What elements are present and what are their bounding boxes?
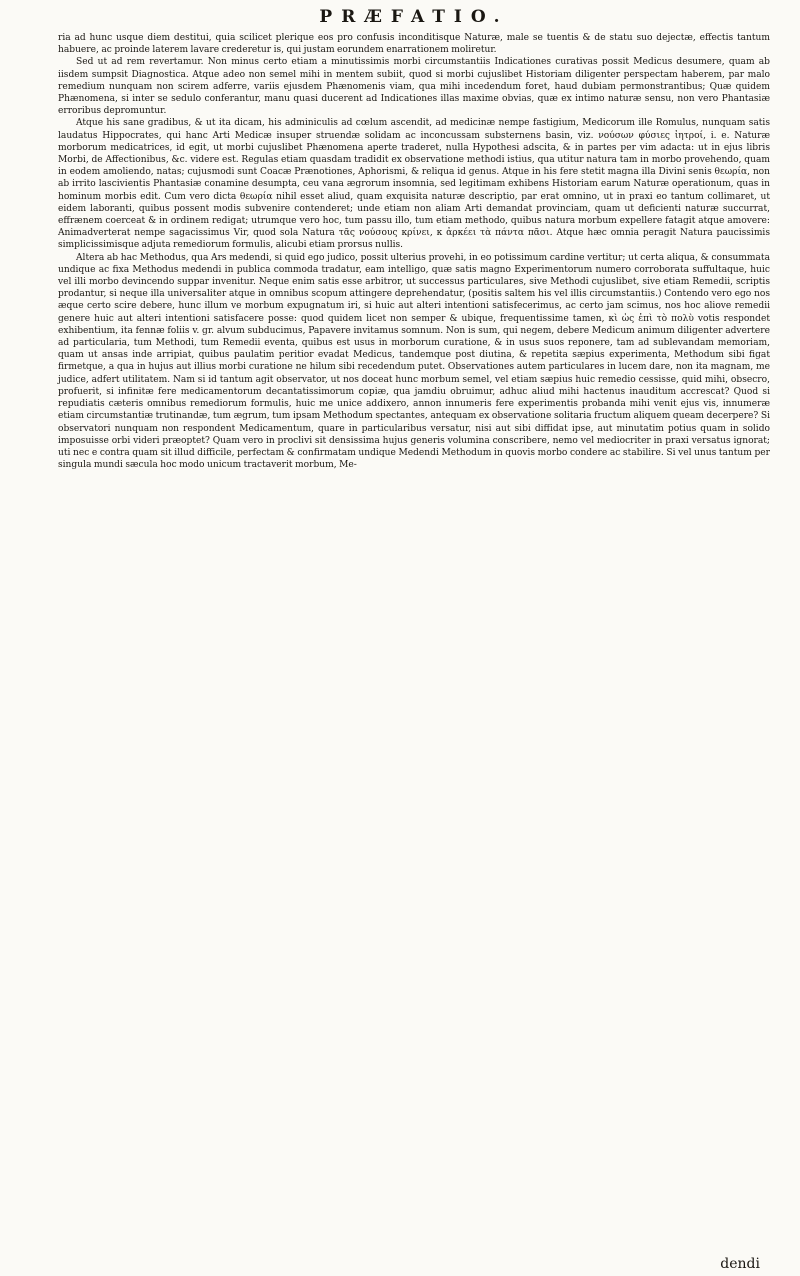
paragraph-4: Altera ab hac Methodus, qua Ars medendi, si quid ego judico, possit ulterius provehi, in eo potissimum cardine vertitur; ut certa aliqua, & consummata undique ac fixa Methodus medendi in publica commoda tradatur, eam intelligo, quæ satis magno Experimentorum numero corroborata suffultaque, huic vel illi morbo devincendo suppar invenitur. Neque enim satis esse arbitror, ut successus particulares, sive Methodi cujuslibet, sive etiam Remedii, scriptis prodantur, si neque illa universaliter atque in omnibus scopum attingere deprehendatur, (positis saltem his vel illis circumstantiis.) Contendo vero ego nos æque certo scire debere, hunc illum ve morbum expugnatum iri, si huic aut alteri intentioni satisfecerimus, ac certo jam scimus, nos hoc aliove remedii genere huic aut alteri intentioni satisfacere posse: quod quidem licet non semper & ubique, frequentissime tamen, κὶ ὡς ἐπὶ τὸ πολὺ votis respondet exhibentium, ita fennæ foliis v. gr. alvum subducimus, Papavere invitamus somnum. Non is sum, qui negem, debere Medicum animum diligenter advertere ad particularia, tum Methodi, tum Remedii eventa, quibus est usus in morborum curatione, & in usus suos reponere, tam ad sublevandam memoriam, quam ut ansas inde arripiat, quibus paulatim peritior evadat Medicus, tandemque post diutina, & repetita sæpius experimenta, Methodum sibi figat firmetque, a qua in hujus aut illius morbi curatione ne hilum sibi recedendum putet. Observationes autem particulares in lucem dare, non ita magnam, me judice, adfert utilitatem. Nam si id tantum agit observator, ut nos doceat hunc morbum semel, vel etiam sæpius huic remedio cessisse, quid mihi, obsecro, profuerit, si infinitæ fere medicamentorum decantatissimorum copiæ, qua jamdiu obruimur, adhuc aliud mihi hactenus inauditum accrescat? Quod si repudiatis cæteris omnibus remediorum formulis, huic me unice addixero, annon innumeris fere experimentis probanda mihi venit ejus vis, innumeræ etiam circumstantiæ trutinandæ, tum ægrum, tum ipsam Methodum spectantes, antequam ex observatione solitaria fructum aliquem queam decerpere? Si observatori nunquam non respondent Medicamentum, quare in particularibus versatur, nisi aut sibi diffidat ipse, aut minutatim potius quam in solido imposuisse orbi videri præoptet? Quam vero in proclivi sit densissima hujus generis volumina conscribere, nemo vel mediocriter in praxi versatus ignorat; uti nec e contra quam sit illud difficile, perfectam & confirmatam undique Medendi Methodum in quovis morbo condere ac stabilire. Si vel unus tantum per singula mundi sæcula hoc modo unicum tractaverit morbum, Me- [58, 252, 770, 471]
catchword: dendi [720, 1256, 760, 1272]
paragraph-2: Sed ut ad rem revertamur. Non minus certo etiam a minutissimis morbi circumstantiis Indicationes curativas possit Medicus desumere, quam ab iisdem sumpsit Diagnostica. Atque adeo non semel mihi in mentem subiit, quod si morbi cujuslibet Historiam diligenter perspectam haberem, par malo remedium nunquam non scirem adferre, variis ejusdem Phænomenis viam, qua mihi incedendum foret, haud dubiam permonstrantibus; Quæ quidem Phænomena, si inter se sedulo conferantur, manu quasi ducerent ad Indicationes illas maxime obvias, quæ ex intimo naturæ sensu, non vero Phantasiæ erroribus depromuntur. [58, 57, 770, 117]
paragraph-3: Atque his sane gradibus, & ut ita dicam, his adminiculis ad cœlum ascendit, ad medicinæ nempe fastigium, Medicorum ille Romulus, nunquam satis laudatus Hippocrates, qui hanc Arti Medicæ insuper struendæ solidam ac inconcussam substernens basin, viz. νούσων φύσιες ἰητροί, i. e. Naturæ morborum medicatrices, id egit, ut morbi cujuslibet Phænomena aperte traderet, nulla Hypothesi adscita, & in partes per vim adacta: ut in ejus libris Morbi, de Affectionibus, &c. videre est. Regulas etiam quasdam tradidit ex observatione methodi istius, qua utitur natura tam in morbo provehendo, quam in eodem amoliendo, natas; cujusmodi sunt Coacæ Prænotiones, Aphorismi, & reliqua id genus. Atque in his fere stetit magna illa Divini senis θεωρία, non ab irrito lascivientis Phantasiæ conamine desumpta, ceu vana ægrorum insomnia, sed legitimam exhibens Historiam earum Naturæ operationum, quas in hominum morbis edit. Cum vero dicta θεωρία nihil esset aliud, quam exquisita naturæ descriptio, par erat omnino, ut in praxi eo tantum collimaret, ut eidem laboranti, quibus possent modis subvenire contenderet; unde etiam non aliam Arti demandat provinciam, quam ut deficienti naturæ succurrat, effrænem coerceat & in ordinem redigat; utrumque vero hoc, tum passu illo, tum etiam methodo, quibus natura morbum expellere fatagit atque amovere: Animadverterat nempe sagacissimus Vir, quod sola Natura τᾶς νούσους κρίνει, κ ἀρκέει τὰ πάντα πᾶσι. Atque hæc omnia peragit Natura paucissimis simplicissimisque adjuta remediorum formulis, alicubi etiam prorsus nullis. [58, 118, 770, 251]
running-head: PRÆFATIO. [319, 7, 509, 27]
paragraph-1: ria ad hunc usque diem destitui, quia scilicet plerique eos pro confusis inconditisque Naturæ, male se tuentis & de statu suo dejectæ, effectis tantum habuere, ac proinde laterem lavare crederetur is, qui justam eorundem enarrationem moliretur. [58, 33, 770, 56]
